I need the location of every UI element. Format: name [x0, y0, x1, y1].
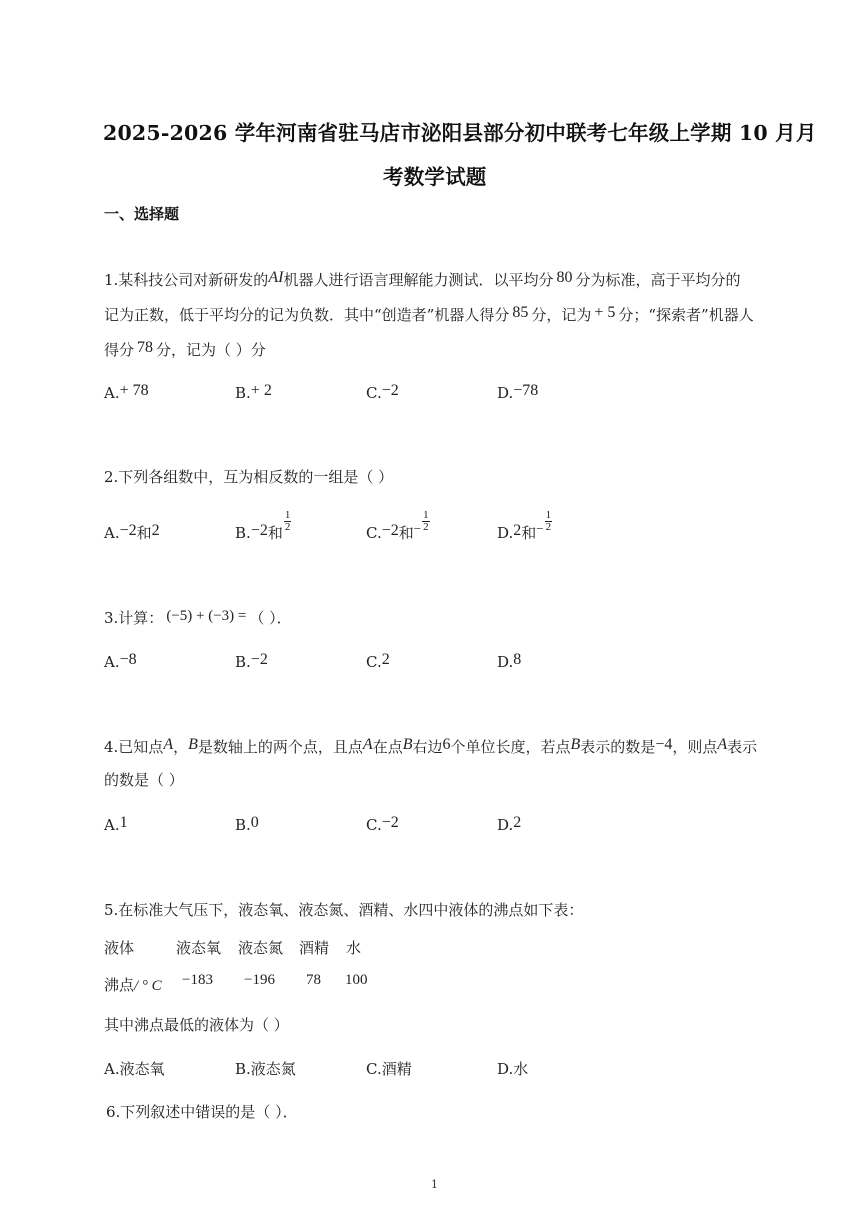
- exam-title-line2: 考数学试题: [383, 165, 487, 189]
- q2-option-b[interactable]: B.−2和 $\frac{1}{2}$: [235, 508, 291, 542]
- fraction: $\frac{1}{2}$: [545, 508, 552, 533]
- q3-option-d[interactable]: D.8: [497, 651, 522, 671]
- page-number: 1: [431, 1178, 438, 1191]
- table-cell: 100: [345, 972, 368, 988]
- table-cell: −196: [244, 972, 275, 988]
- exam-title-line1: 2025-2026 学年河南省驻马店市泌阳县部分初中联考七年级上学期 10 月月: [103, 121, 817, 145]
- q1-option-b[interactable]: B.+ 2: [235, 382, 272, 402]
- question-6-text: 6.下列叙述中错误的是（ ）．: [106, 1103, 298, 1121]
- table-header-cell: 酒精: [299, 939, 330, 957]
- table-cell: −183: [182, 972, 213, 988]
- q1-option-a[interactable]: A.+ 78: [104, 382, 149, 402]
- fraction: $\frac{1}{2}$: [284, 508, 291, 533]
- table-header-cell: 水: [346, 939, 362, 957]
- question-2-text: 2.下列各组数中，互为相反数的一组是（ ）: [104, 468, 394, 486]
- table-header-cell: 液态氮: [238, 939, 284, 957]
- table-row-label: 沸点/ ° C: [104, 976, 162, 994]
- q1-num: + 5: [594, 304, 616, 321]
- section-heading: 一、选择题: [104, 205, 180, 223]
- question-4-line1: 4.已知点A，B是数轴上的两个点，且点A在点B右边6个单位长度，若点B表示的数是−4，则点A表示: [104, 736, 758, 756]
- q1-ai: AI: [268, 269, 284, 286]
- q1-text: 分为标准，高于平均分的: [575, 271, 741, 289]
- q1-text: 分，记为（ ）分: [156, 341, 266, 359]
- q2-option-c[interactable]: C.−2和− $\frac{1}{2}$: [366, 508, 429, 542]
- question-1-line2: [104, 305, 754, 326]
- q5-option-c[interactable]: C.酒精: [366, 1060, 412, 1078]
- q3-option-b[interactable]: B.−2: [235, 651, 268, 671]
- q1-num: 78: [137, 339, 154, 356]
- fraction: $\frac{1}{2}$: [423, 508, 429, 533]
- q4-option-c[interactable]: C.−2: [366, 814, 399, 834]
- q1-text: 得分: [104, 341, 135, 359]
- q1-option-d[interactable]: D.−78: [497, 382, 539, 402]
- table-cell: 78: [306, 972, 321, 988]
- q1-num: 80: [556, 269, 573, 286]
- q5-option-d[interactable]: D.水: [497, 1060, 529, 1078]
- q1-num: 85: [512, 304, 529, 321]
- q3-option-c[interactable]: C.2: [366, 651, 390, 671]
- question-4-line2: 的数是（ ）: [104, 771, 184, 789]
- question-5-text: 5.在标准大气压下，液态氧、液态氮、酒精、水四中液体的沸点如下表：: [104, 901, 584, 919]
- table-header-cell: 液态氧: [176, 939, 222, 957]
- q4-option-d[interactable]: D.2: [497, 814, 522, 834]
- q1-text: 分，记为: [531, 306, 592, 324]
- q1-text: 分；“探索者”机器人: [618, 306, 754, 324]
- q1-text: 记为正数，低于平均分的记为负数．其中“创造者”机器人得分: [104, 306, 510, 324]
- q5-option-a[interactable]: A.液态氧: [104, 1060, 165, 1078]
- q3-option-a[interactable]: A.−8: [104, 651, 137, 671]
- q2-option-a[interactable]: A.−2和2: [104, 522, 160, 542]
- question-1-line3: [104, 340, 266, 361]
- q5-option-b[interactable]: B.液态氮: [235, 1060, 296, 1078]
- q1-text: 1.某科技公司对新研发的: [104, 271, 269, 289]
- q4-option-a[interactable]: A.1: [104, 814, 128, 834]
- table-header-cell: 液体: [104, 939, 135, 957]
- q2-option-d[interactable]: D.2和− $\frac{1}{2}$: [497, 508, 552, 542]
- q3-expression: (−5) + (−3) =: [166, 608, 247, 624]
- question-1-line1: [104, 270, 740, 291]
- q4-option-b[interactable]: B.0: [235, 814, 259, 834]
- q1-option-c[interactable]: C.−2: [366, 382, 399, 402]
- question-5-prompt: 其中沸点最低的液体为（ ）: [104, 1016, 289, 1034]
- question-3-text: 3.计算： (−5) + (−3) = （ ）．: [104, 608, 292, 627]
- q1-text: 机器人进行语言理解能力测试．以平均分: [283, 271, 554, 289]
